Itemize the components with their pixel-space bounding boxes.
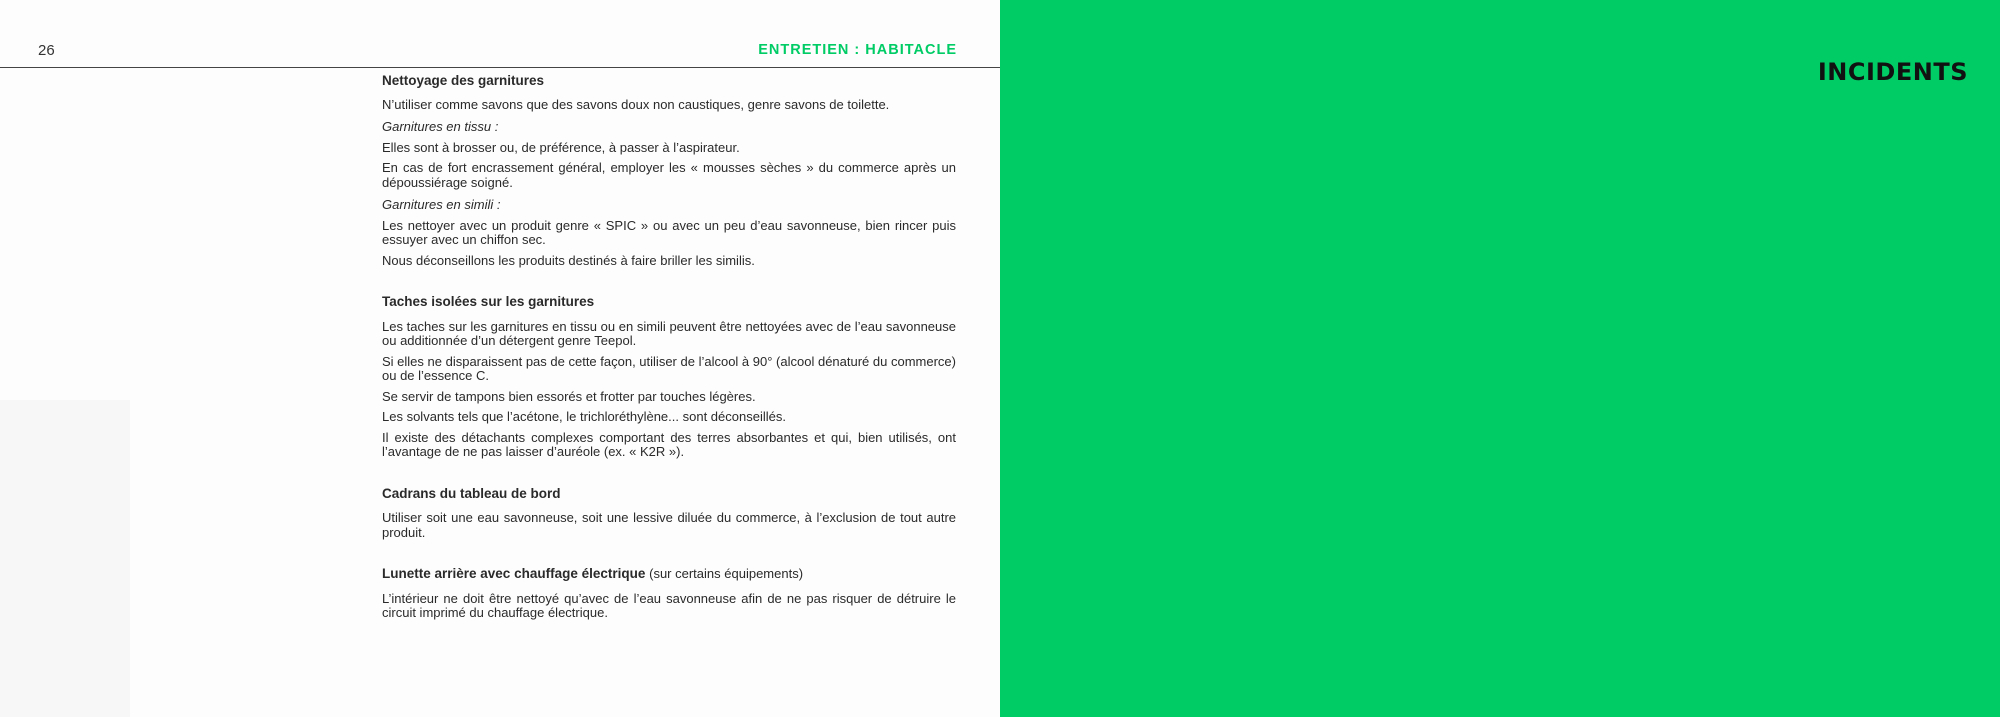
paragraph: En cas de fort encrassement général, employer les « mousses sèches » du commerce après un dépoussiérage soigné. bbox=[382, 160, 956, 190]
page-number: 26 bbox=[38, 42, 55, 59]
section-title-note: (sur certains équipements) bbox=[649, 566, 804, 581]
page-shade bbox=[0, 400, 130, 717]
paragraph: Si elles ne disparaissent pas de cette façon, utiliser de l’alcool à 90° (alcool dénaturé du commerce) ou de l’essence C. bbox=[382, 353, 956, 383]
paragraph: Nous déconseillons les produits destinés à faire briller les similis. bbox=[382, 252, 755, 268]
paragraph: Les nettoyer avec un produit genre « SPIC » ou avec un peu d’eau savonneuse, bien rincer puis essuyer avec un chiffon sec. bbox=[382, 217, 956, 247]
running-head: ENTRETIEN : HABITACLE bbox=[758, 42, 957, 58]
paragraph: N’utiliser comme savons que des savons doux non caustiques, genre savons de toilette. bbox=[382, 96, 890, 112]
section-title: Nettoyage des garnitures bbox=[382, 73, 545, 88]
section-heated-rear-window bbox=[382, 567, 956, 621]
page-content bbox=[382, 74, 956, 648]
section-title: Cadrans du tableau de bord bbox=[382, 485, 561, 501]
paragraph: Utiliser soit une eau savonneuse, soit une lessive diluée du commerce, à l’exclusion de tout autre produit. bbox=[382, 510, 956, 540]
paragraph: L’intérieur ne doit être nettoyé qu’avec de l’eau savonneuse afin de ne pas risquer de détruire le circuit imprimé du chauffage électrique. bbox=[382, 590, 956, 620]
subheading: Garnitures en tissu : bbox=[382, 119, 499, 134]
section-title bbox=[382, 567, 956, 582]
subheading: Garnitures en simili : bbox=[382, 197, 501, 212]
section-stains bbox=[382, 295, 956, 460]
header-rule bbox=[0, 67, 1000, 68]
right-page bbox=[1000, 0, 2000, 717]
paragraph: Se servir de tampons bien essorés et frotter par touches légères. bbox=[382, 388, 756, 404]
section-title-text: Lunette arrière avec chauffage électrique bbox=[382, 566, 646, 581]
section-title: Taches isolées sur les garnitures bbox=[382, 294, 595, 309]
section-cleaning-upholstery bbox=[382, 74, 956, 268]
section-dashboard-dials bbox=[382, 487, 956, 541]
paragraph: Les taches sur les garnitures en tissu ou en simili peuvent être nettoyées avec de l’eau savonneuse ou additionnée d’un détergent genre Teepol. bbox=[382, 318, 956, 348]
chapter-title: INCIDENTS bbox=[1817, 58, 1968, 86]
paragraph: Il existe des détachants complexes comportant des terres absorbantes et qui, bien utilisés, ont l’avantage de ne pas laisser d’auréole (ex. « K2R »). bbox=[382, 429, 956, 459]
paragraph: Les solvants tels que l’acétone, le trichloréthylène... sont déconseillés. bbox=[382, 409, 786, 424]
paragraph: Elles sont à brosser ou, de préférence, à passer à l’aspirateur. bbox=[382, 139, 740, 155]
